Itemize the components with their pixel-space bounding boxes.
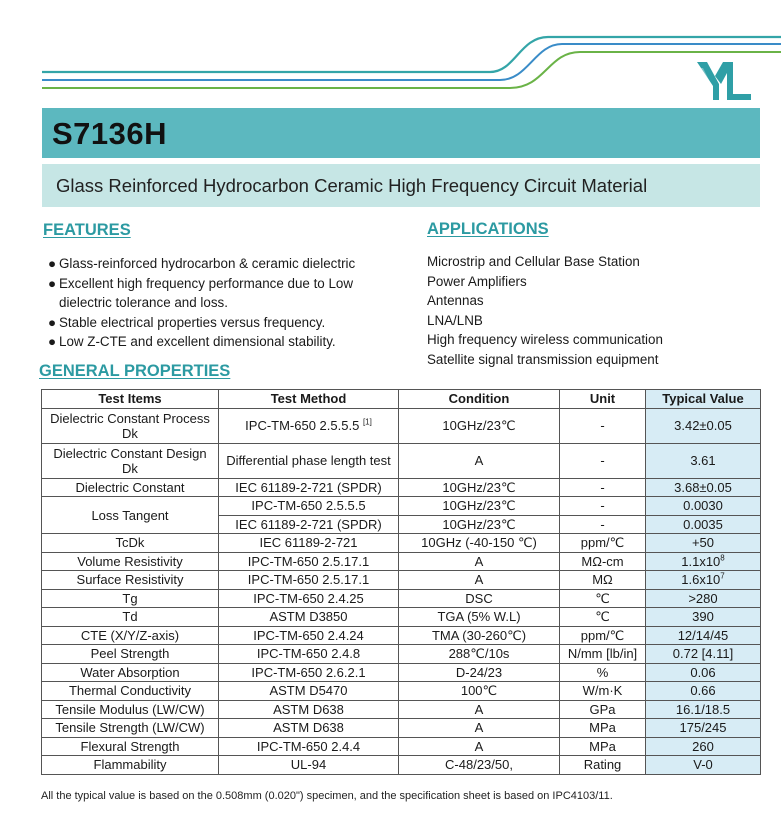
- cell-item: TcDk: [42, 534, 219, 553]
- cell-unit: -: [560, 515, 646, 534]
- cell-item: Surface Resistivity: [42, 571, 219, 590]
- table-header-row: [42, 390, 761, 409]
- cell-unit: -: [560, 443, 646, 478]
- cell-value: 260: [646, 737, 761, 756]
- cell-unit: %: [560, 663, 646, 682]
- cell-unit: W/m·K: [560, 682, 646, 701]
- cell-item: Thermal Conductivity: [42, 682, 219, 701]
- applications-list: [427, 252, 663, 370]
- cell-method: IPC-TM-650 2.5.5.5: [219, 497, 399, 516]
- feature-item: [48, 254, 393, 274]
- applications-heading: APPLICATIONS: [427, 220, 549, 238]
- bullet-icon: ●: [48, 256, 57, 271]
- cell-condition: DSC: [399, 589, 560, 608]
- cell-item: Tensile Modulus (LW/CW): [42, 700, 219, 719]
- value-exponent: 8: [720, 553, 725, 563]
- bullet-icon: ●: [48, 275, 57, 291]
- value-exponent: 7: [720, 571, 725, 581]
- application-item: High frequency wireless communication: [427, 332, 663, 348]
- col-header-unit: Unit: [560, 390, 646, 409]
- cell-value: V-0: [646, 756, 761, 775]
- header-swoosh-lines: [0, 0, 781, 110]
- cell-method: IPC-TM-650 2.5.5.5 [1]: [219, 408, 399, 443]
- cell-unit: ppm/℃: [560, 534, 646, 553]
- cell-item: Tg: [42, 589, 219, 608]
- cell-value: $1.1x10^8$: [646, 552, 761, 571]
- cell-method: ASTM D638: [219, 700, 399, 719]
- cell-unit: MPa: [560, 719, 646, 738]
- cell-item: Flexural Strength: [42, 737, 219, 756]
- cell-value: 175/245: [646, 719, 761, 738]
- table-row: [42, 719, 761, 738]
- cell-method: IPC-TM-650 2.4.4: [219, 737, 399, 756]
- cell-condition: TGA (5% W.L): [399, 608, 560, 627]
- cell-method: ASTM D5470: [219, 682, 399, 701]
- cell-unit: N/mm [lb/in]: [560, 645, 646, 664]
- feature-item: [48, 313, 393, 333]
- col-header-test-method: Test Method: [219, 390, 399, 409]
- cell-method: IPC-TM-650 2.6.2.1: [219, 663, 399, 682]
- application-item: Satellite signal transmission equipment: [427, 351, 659, 367]
- cell-condition: D-24/23: [399, 663, 560, 682]
- cell-unit: -: [560, 408, 646, 443]
- table-row: [42, 571, 761, 590]
- cell-method: IPC-TM-650 2.4.24: [219, 626, 399, 645]
- cell-condition: 10GHz/23℃: [399, 408, 560, 443]
- cell-item: Peel Strength: [42, 645, 219, 664]
- cell-condition: A: [399, 552, 560, 571]
- sl-logo-icon: [693, 58, 753, 104]
- subtitle-band: [42, 164, 760, 207]
- cell-item: CTE (X/Y/Z-axis): [42, 626, 219, 645]
- cell-method: IEC 61189-2-721 (SPDR): [219, 478, 399, 497]
- cell-value: 3.42±0.05: [646, 408, 761, 443]
- table-row: [42, 534, 761, 553]
- cell-condition: 10GHz/23℃: [399, 515, 560, 534]
- cell-method: ASTM D3850: [219, 608, 399, 627]
- cell-item: Volume Resistivity: [42, 552, 219, 571]
- cell-unit: -: [560, 478, 646, 497]
- cell-condition: 100℃: [399, 682, 560, 701]
- footnote: All the typical value is based on the 0.508mm (0.020") specimen, and the specification sheet is based on IPC4103/11.: [41, 790, 613, 802]
- cell-method: IPC-TM-650 2.4.8: [219, 645, 399, 664]
- table-row: [42, 626, 761, 645]
- cell-method: Differential phase length test: [219, 443, 399, 478]
- table-row: [42, 682, 761, 701]
- cell-method: ASTM D638: [219, 719, 399, 738]
- table-row: [42, 737, 761, 756]
- cell-value: 0.06: [646, 663, 761, 682]
- cell-value: 0.66: [646, 682, 761, 701]
- col-header-typical-value: Typical Value: [646, 390, 761, 409]
- cell-condition: 10GHz (-40-150 ℃): [399, 534, 560, 553]
- cell-value: 16.1/18.5: [646, 700, 761, 719]
- cell-condition: 10GHz/23℃: [399, 497, 560, 516]
- cell-condition: A: [399, 700, 560, 719]
- cell-item: Flammability: [42, 756, 219, 775]
- features-heading: FEATURES: [43, 221, 131, 239]
- cell-item: Dielectric Constant Design Dk: [42, 443, 219, 478]
- col-header-test-items: Test Items: [42, 390, 219, 409]
- cell-condition: 288℃/10s: [399, 645, 560, 664]
- cell-method: IPC-TM-650 2.4.25: [219, 589, 399, 608]
- product-title: S7136H: [52, 116, 168, 151]
- cell-condition: A: [399, 571, 560, 590]
- feature-text: Excellent high frequency performance due to Low dielectric tolerance and loss.: [59, 275, 354, 311]
- cell-value: 390: [646, 608, 761, 627]
- cell-item: Loss Tangent: [42, 497, 219, 534]
- table-row: [42, 663, 761, 682]
- cell-condition: A: [399, 443, 560, 478]
- bullet-icon: ●: [48, 334, 57, 350]
- col-header-condition: Condition: [399, 390, 560, 409]
- application-item: Microstrip and Cellular Base Station: [427, 254, 640, 269]
- cell-unit: MΩ: [560, 571, 646, 590]
- feature-text: Glass-reinforced hydrocarbon & ceramic dielectric: [59, 256, 356, 271]
- application-item: LNA/LNB: [427, 312, 483, 328]
- general-properties-heading: GENERAL PROPERTIES: [39, 362, 231, 380]
- cell-item: Td: [42, 608, 219, 627]
- cell-value: 0.0030: [646, 497, 761, 516]
- table-row: [42, 756, 761, 775]
- feature-item: [48, 332, 393, 352]
- bullet-icon: ●: [48, 314, 57, 330]
- feature-item: [48, 274, 393, 313]
- cell-unit: ℃: [560, 608, 646, 627]
- cell-value: 0.72 [4.11]: [646, 645, 761, 664]
- cell-value: $1.6x10^7$: [646, 571, 761, 590]
- table-row: [42, 700, 761, 719]
- cell-value: >280: [646, 589, 761, 608]
- title-band: [42, 108, 760, 158]
- cell-item: Tensile Strength (LW/CW): [42, 719, 219, 738]
- table-row: [42, 497, 761, 516]
- cell-item: Dielectric Constant Process Dk: [42, 408, 219, 443]
- cell-condition: TMA (30-260℃): [399, 626, 560, 645]
- application-item: Antennas: [427, 293, 484, 309]
- cell-condition: A: [399, 737, 560, 756]
- feature-text: Low Z-CTE and excellent dimensional stability.: [59, 334, 336, 350]
- application-item: Power Amplifiers: [427, 273, 527, 289]
- method-footnote-ref: [1]: [362, 417, 372, 427]
- cell-value: 3.61: [646, 443, 761, 478]
- cell-unit: Rating: [560, 756, 646, 775]
- cell-condition: C-48/23/50,: [399, 756, 560, 775]
- cell-unit: -: [560, 497, 646, 516]
- cell-value: 12/14/45: [646, 626, 761, 645]
- cell-item: Water Absorption: [42, 663, 219, 682]
- cell-method: IPC-TM-650 2.5.17.1: [219, 571, 399, 590]
- table-row: [42, 589, 761, 608]
- cell-method: IEC 61189-2-721: [219, 534, 399, 553]
- cell-method: IEC 61189-2-721 (SPDR): [219, 515, 399, 534]
- cell-value: 0.0035: [646, 515, 761, 534]
- cell-method: UL-94: [219, 756, 399, 775]
- cell-method: IPC-TM-650 2.5.17.1: [219, 552, 399, 571]
- table-row: [42, 552, 761, 571]
- cell-unit: MΩ-cm: [560, 552, 646, 571]
- cell-unit: MPa: [560, 737, 646, 756]
- feature-text: Stable electrical properties versus frequency.: [59, 314, 326, 330]
- cell-item: Dielectric Constant: [42, 478, 219, 497]
- product-subtitle: Glass Reinforced Hydrocarbon Ceramic High Frequency Circuit Material: [56, 175, 648, 196]
- cell-unit: GPa: [560, 700, 646, 719]
- table-row: [42, 408, 761, 443]
- cell-unit: ℃: [560, 589, 646, 608]
- cell-unit: ppm/℃: [560, 626, 646, 645]
- table-row: [42, 478, 761, 497]
- properties-table: [41, 389, 761, 775]
- table-row: [42, 645, 761, 664]
- table-row: [42, 443, 761, 478]
- cell-condition: A: [399, 719, 560, 738]
- cell-condition: 10GHz/23℃: [399, 478, 560, 497]
- cell-value: +50: [646, 534, 761, 553]
- table-row: [42, 608, 761, 627]
- cell-value: 3.68±0.05: [646, 478, 761, 497]
- features-list: [48, 254, 393, 352]
